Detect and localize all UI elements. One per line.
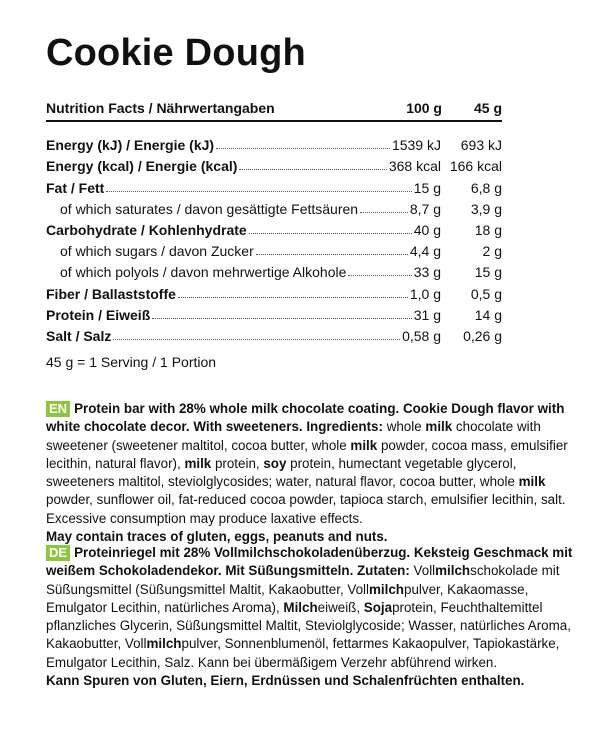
row-label: Energy (kJ) / Energie (kJ): [46, 137, 215, 154]
ingredients-de-heading: Proteinriegel mit 28% Vollmilchschokoladenüberzug. Keksteig Geschmack mit weißem Schokoladendekor. Mit Süßungsmitteln. Zutaten:: [46, 545, 573, 579]
row-value-45g: 0,26 g: [463, 327, 502, 344]
allergen: Milch: [283, 599, 318, 615]
header-col-45g: 45 g: [473, 100, 502, 116]
header-rule: [46, 120, 502, 122]
allergen: milk: [184, 455, 212, 471]
ingredients-text: powder, sunflower oil, fat-reduced cocoa powder, tapioca starch, emulsifier lecithin, salt. Excessive consumption may produce laxative effects.: [46, 492, 566, 526]
leader-dots: [113, 339, 400, 340]
row-value-45g: 3,9 g: [470, 200, 502, 217]
ingredients-text: protein,: [211, 455, 264, 471]
row-label: Fat / Fett: [46, 179, 105, 196]
leader-dots: [348, 275, 411, 276]
header-col-100g: 100 g: [406, 100, 442, 116]
ingredients-text: protein, Feuchthaltemittel pflanzliches Glycerin, Süßungsmittel Maltit, Steviolglycoside; Wasser, natürliches Aroma, Kakaobutter, Voll: [46, 599, 571, 652]
allergen: Soja: [363, 599, 393, 615]
allergen: milk: [425, 419, 453, 435]
row-value-45g: 2 g: [482, 243, 502, 260]
nutrition-table: [46, 100, 502, 344]
ingredients-text: chocolate with sweetener (sweetener maltitol, cocoa butter, whole: [46, 419, 541, 453]
header-name: Nutrition Facts / Nährwertangaben: [46, 100, 275, 116]
ingredients-de: [46, 544, 576, 690]
allergen: milk: [518, 474, 546, 490]
serving-size: 45 g = 1 Serving / 1 Portion: [46, 354, 217, 370]
row-value-100g: 1539 kJ: [391, 137, 441, 154]
language-badge-en: EN: [46, 401, 70, 417]
row-label: Energy (kcal) / Energie (kcal): [46, 158, 238, 175]
row-value-100g: 33 g: [413, 264, 441, 281]
leader-dots: [249, 233, 412, 234]
row-value-45g: 14 g: [474, 306, 502, 323]
ingredients-en: [46, 400, 576, 546]
table-row: [46, 153, 502, 174]
allergen-warning-en: May contain traces of gluten, eggs, peanuts and nuts.: [46, 529, 388, 545]
table-row: [46, 174, 502, 195]
ingredients-text: protein, humectant vegetable glycerol, sweeteners maltitol, steviolglycosides; water, natural flavor, cocoa butter, whole: [46, 455, 519, 490]
row-value-45g: 166 kcal: [449, 158, 502, 175]
row-value-100g: 15 g: [413, 179, 441, 196]
table-row: [46, 280, 502, 301]
ingredients-text: schokolade mit Süßungsmittel (Süßungsmittel Maltit, Kakaobutter, Voll: [46, 563, 560, 597]
leader-dots: [256, 254, 408, 255]
ingredients-text: powder, cocoa mass, emulsifier lecithin, natural flavor),: [46, 437, 568, 471]
product-title: Cookie Dough: [46, 32, 306, 74]
row-value-45g: 18 g: [474, 221, 502, 238]
row-value-100g: 368 kcal: [388, 158, 441, 175]
table-row: [46, 323, 502, 344]
allergen: milk: [350, 437, 378, 453]
row-label: Protein / Eiweiß: [46, 306, 151, 323]
row-value-100g: 0,58 g: [402, 327, 441, 344]
row-label: of which polyols / davon mehrwertige Alkohole: [60, 264, 347, 281]
table-rows: [46, 132, 502, 344]
row-value-100g: 40 g: [413, 221, 441, 238]
row-value-100g: 1,0 g: [409, 285, 441, 302]
language-badge-de: DE: [46, 545, 70, 561]
row-label: Salt / Salz: [46, 327, 112, 344]
table-header: [46, 100, 502, 120]
row-value-100g: 4,4 g: [409, 243, 441, 260]
row-label: Fiber / Ballaststoffe: [46, 285, 176, 302]
allergen: milch: [146, 636, 182, 652]
table-row: [46, 259, 502, 280]
table-row: [46, 302, 502, 323]
leader-dots: [152, 318, 412, 319]
table-row: [46, 132, 502, 153]
allergen: milch: [369, 581, 404, 597]
allergen-warning-de: Kann Spuren von Gluten, Eiern, Erdnüssen und Schalenfrüchten enthalten.: [46, 673, 525, 689]
ingredients-text: pulver, Kakaomasse, Emulgator Lecithin, natürliches Aroma),: [46, 581, 529, 615]
allergen: milch: [435, 563, 471, 579]
table-row: [46, 238, 502, 259]
leader-dots: [216, 148, 390, 149]
table-row: [46, 217, 502, 238]
allergen: soy: [263, 455, 287, 471]
table-row: [46, 196, 502, 217]
row-value-100g: 31 g: [413, 306, 441, 323]
row-value-45g: 0,5 g: [470, 285, 502, 302]
ingredients-text: eiweiß,: [317, 599, 364, 615]
ingredients-text: Voll: [409, 563, 436, 579]
row-value-45g: 693 kJ: [460, 137, 502, 154]
leader-dots: [178, 297, 408, 298]
ingredients-text: whole: [382, 419, 426, 435]
leader-dots: [106, 191, 411, 192]
row-value-45g: 6,8 g: [470, 179, 502, 196]
leader-dots: [239, 169, 386, 170]
row-label: of which saturates / davon gesättigte Fettsäuren: [60, 200, 359, 217]
row-value-45g: 15 g: [474, 264, 502, 281]
row-value-100g: 8,7 g: [409, 200, 441, 217]
ingredients-text: pulver, Sonnenblumenöl, fettarmes Kakaopulver, Tapiokastärke, Emulgator Lecithin, Salz. Kann bei übermäßigem Verzehr abführend wirken.: [46, 636, 560, 670]
row-label: of which sugars / davon Zucker: [60, 243, 254, 260]
leader-dots: [360, 212, 408, 213]
ingredients-en-heading: Protein bar with 28% whole milk chocolate coating. Cookie Dough flavor with white chocolate decor. With sweeteners. Ingredients:: [46, 401, 565, 435]
row-label: Carbohydrate / Kohlenhydrate: [46, 221, 247, 238]
